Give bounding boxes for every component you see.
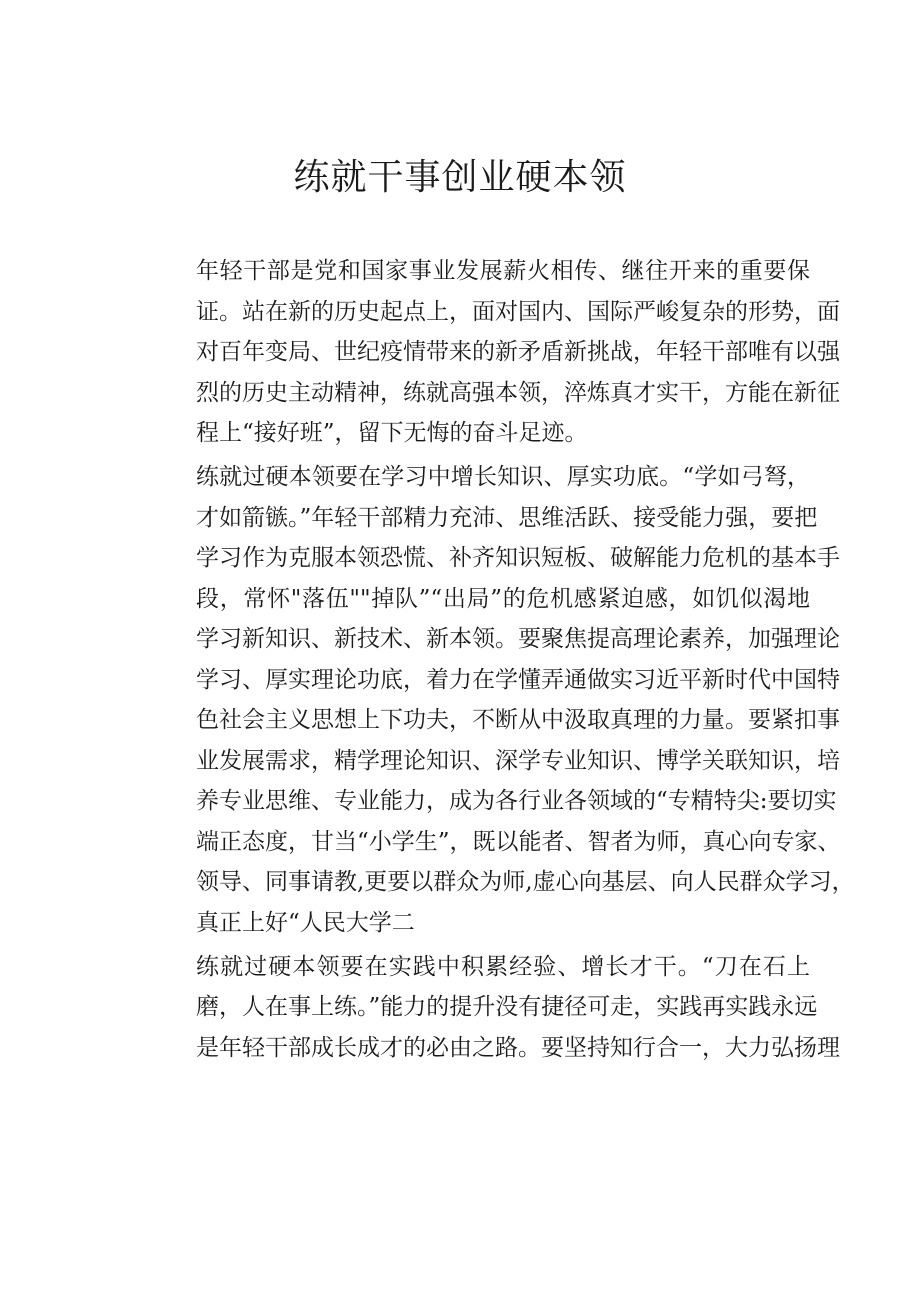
text-line: 才如箭镞。”年轻干部精力充沛、思维活跃、接受能力强，要把 — [196, 504, 818, 531]
text-line: 养专业思维、专业能力，成为各行业各领域的“专精特尖:要切实 — [196, 788, 837, 814]
text-line: 对百年变局、世纪疫情带来的新矛盾新挑战，年轻干部唯有以强 — [196, 339, 840, 365]
text-line: 练就过硬本领要在学习中增长知识、厚实功底。“学如弓弩， — [196, 464, 810, 490]
text-line: 程上“接好班”，留下无悔的奋斗足迹。 — [196, 420, 588, 446]
text-line: 烈的历史主动精神，练就高强本领，淬炼真才实干，方能在新征 — [196, 379, 840, 406]
text-line: 学习新知识、新技术、新本领。要聚焦提高理论素养，加强理论 — [196, 626, 840, 652]
document-body — [150, 251, 855, 1072]
text-line: 年轻干部是党和国家事业发展薪火相传、继往开来的重要保 — [196, 258, 810, 284]
paragraph-2 — [150, 457, 855, 943]
text-line: 业发展需求，精学理论知识、深学专业知识、博学关联知识，培 — [196, 747, 840, 774]
text-line: 证。站在新的历史起点上，面对国内、国际严峻复杂的形势，面 — [196, 298, 840, 325]
text-line: 练就过硬本领要在实践中积累经验、增长才干。“刀在石上 — [196, 953, 810, 980]
text-line: 段，常怀"落伍""掉队”“出局”的危机感紧迫感，如饥似渴地 — [196, 585, 810, 612]
text-line: 是年轻干部成长成才的必由之路。要坚持知行合一，大力弘扬理 — [196, 1034, 840, 1061]
document-title: 练就干事创业硬本领 — [293, 157, 627, 198]
text-line: 色社会主义思想上下功夫，不断从中汲取真理的力量。要紧扣事 — [196, 707, 840, 733]
text-line: 真正上好“人民大学二 — [196, 909, 415, 936]
text-line: 领导、同事请教,更要以群众为师,虚心向基层、向人民群众学习， — [196, 869, 855, 895]
text-line: 学习作为克服本领恐慌、补齐知识短板、破解能力危机的基本手 — [196, 545, 840, 571]
text-line: 磨，人在事上练。”能力的提升没有捷径可走，实践再实践永远 — [196, 994, 818, 1020]
text-line: 学习、厚实理论功底，着力在学懂弄通做实习近平新时代中国特 — [196, 666, 840, 693]
text-line: 端正态度，甘当“小学生”，既以能者、智者为师，真心向专家、 — [196, 828, 841, 855]
paragraph-3 — [150, 947, 840, 1069]
paragraph-1 — [150, 251, 840, 454]
